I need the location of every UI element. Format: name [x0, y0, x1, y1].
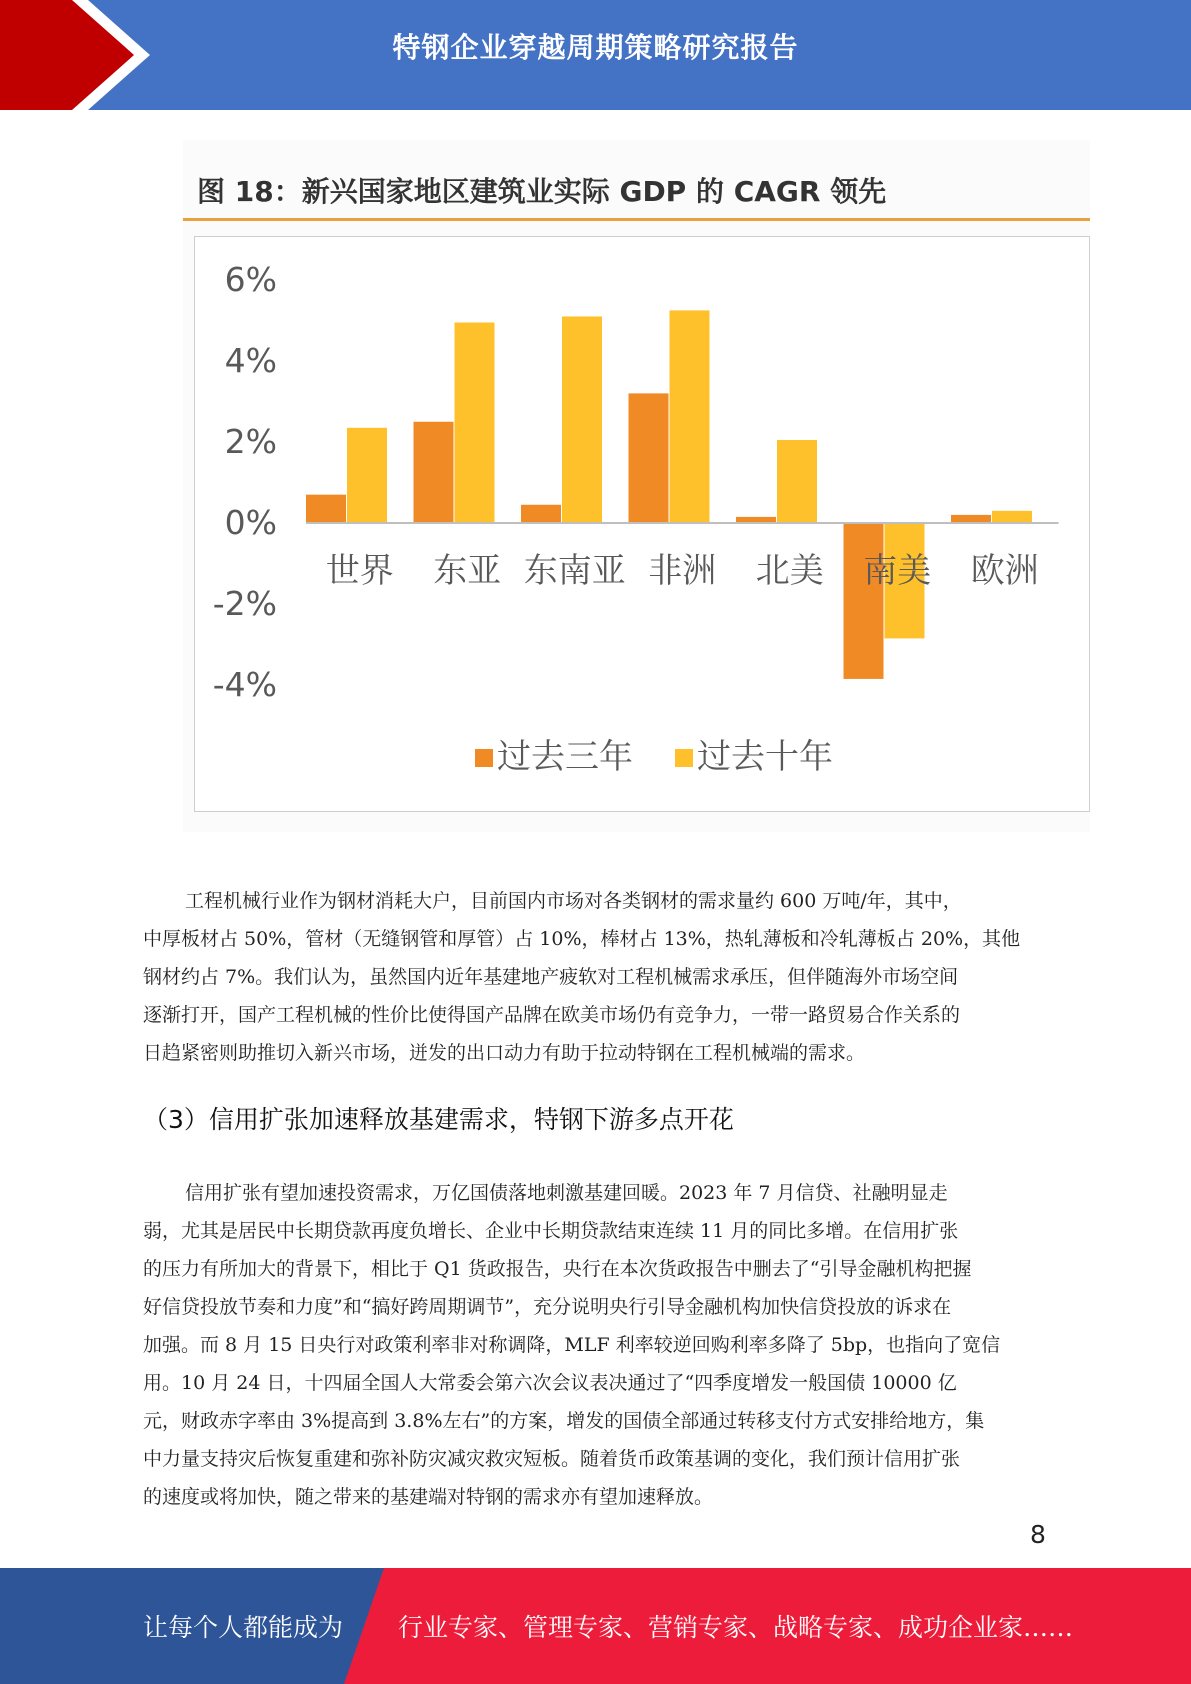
- paragraph-line: 的速度或将加快，随之带来的基建端对特钢的需求亦有望加速释放。: [143, 1486, 714, 1508]
- legend-swatch: [675, 749, 693, 767]
- legend-label: 过去十年: [697, 737, 833, 777]
- paragraph-line: 中力量支持灾后恢复重建和弥补防灾减灾救灾短板。随着货币政策基调的变化，我们预计信用扩张: [143, 1448, 961, 1470]
- paragraph-construction-machinery: [143, 882, 1048, 1072]
- bar-past-10-years: [455, 323, 495, 523]
- figure-title: 图 18：新兴国家地区建筑业实际 GDP 的 CAGR 领先: [197, 175, 887, 208]
- bar-past-10-years: [347, 428, 387, 523]
- bar-past-3-years: [951, 515, 991, 523]
- bar-past-3-years: [414, 422, 454, 523]
- x-category-label: 东亚: [433, 551, 502, 591]
- bar-past-10-years: [992, 511, 1032, 523]
- bar-past-3-years: [306, 495, 346, 523]
- figure-18: [183, 140, 1090, 832]
- bar-past-3-years: [844, 523, 884, 679]
- paragraph-line: 逐渐打开，国产工程机械的性价比使得国产品牌在欧美市场仍有竞争力，一带一路贸易合作关系的: [143, 1004, 961, 1026]
- paragraph-line: 的压力有所加大的背景下，相比于 Q1 货政报告，央行在本次货政报告中删去了“引导金融机构把握: [143, 1258, 972, 1280]
- paragraph-line: 钢材约占 7%。我们认为，虽然国内近年基建地产疲软对工程机械需求承压，但伴随海外市场空间: [143, 966, 959, 988]
- y-tick-label: 0%: [224, 503, 277, 542]
- section-heading-3: （3）信用扩张加速释放基建需求，特钢下游多点开花: [143, 1105, 734, 1134]
- y-tick-label: -4%: [212, 665, 277, 704]
- footer-slogan-right: 行业专家、管理专家、营销专家、战略专家、成功企业家……: [398, 1613, 1074, 1642]
- bar-past-10-years: [562, 316, 602, 523]
- chart-container: [194, 236, 1090, 812]
- bar-chart: [195, 237, 1091, 813]
- paragraph-line: 元，财政赤字率由 3%提高到 3.8%左右”的方案，增发的国债全部通过转移支付方式安排给地方，集: [143, 1410, 985, 1432]
- paragraph-line: 中厚板材占 50%，管材（无缝钢管和厚管）占 10%，棒材占 13%，热轧薄板和冷轧薄板占 20%，其他: [143, 928, 1021, 950]
- paragraph-line: 好信贷投放节奏和力度”和“搞好跨周期调节”，充分说明央行引导金融机构加快信贷投放的诉求在: [143, 1296, 952, 1318]
- page-header: [0, 0, 1191, 110]
- x-category-label: 北美: [755, 551, 824, 591]
- x-category-label: 非洲: [648, 551, 717, 591]
- x-category-label: 世界: [325, 551, 394, 591]
- y-tick-label: -2%: [212, 584, 277, 623]
- page-number: 8: [1030, 1520, 1046, 1549]
- bar-past-10-years: [670, 310, 710, 523]
- legend-label: 过去三年: [497, 737, 633, 777]
- page-footer: [0, 1568, 1191, 1684]
- header-title: 特钢企业穿越周期策略研究报告: [392, 31, 799, 64]
- paragraph-line: 工程机械行业作为钢材消耗大户，目前国内市场对各类钢材的需求量约 600 万吨/年，其中，: [185, 890, 962, 912]
- y-tick-label: 6%: [224, 260, 277, 299]
- bar-past-10-years: [777, 440, 817, 523]
- bar-past-3-years: [629, 393, 669, 523]
- x-category-label: 东南亚: [523, 551, 626, 591]
- x-category-label: 南美: [863, 551, 932, 591]
- bar-past-3-years: [521, 505, 561, 523]
- paragraph-line: 信用扩张有望加速投资需求，万亿国债落地刺激基建回暖。2023 年 7 月信贷、社融明显走: [185, 1182, 948, 1204]
- paragraph-credit-expansion: [143, 1174, 1048, 1516]
- paragraph-line: 加强。而 8 月 15 日央行对政策利率非对称调降，MLF 利率较逆回购利率多降了 5bp，也指向了宽信: [143, 1334, 1001, 1356]
- paragraph-line: 用。10 月 24 日，十四届全国人大常委会第六次会议表决通过了“四季度增发一般国债 10000 亿: [143, 1372, 957, 1394]
- figure-title-rule: [183, 218, 1090, 221]
- y-tick-label: 2%: [224, 422, 277, 461]
- paragraph-line: 日趋紧密则助推切入新兴市场，迸发的出口动力有助于拉动特钢在工程机械端的需求。: [143, 1042, 866, 1064]
- paragraph-line: 弱，尤其是居民中长期贷款再度负增长、企业中长期贷款结束连续 11 月的同比多增。在信用扩张: [143, 1220, 959, 1242]
- footer-slogan-left: 让每个人都能成为: [143, 1613, 344, 1642]
- legend-swatch: [475, 749, 493, 767]
- x-category-label: 欧洲: [970, 551, 1039, 591]
- y-tick-label: 4%: [224, 341, 277, 380]
